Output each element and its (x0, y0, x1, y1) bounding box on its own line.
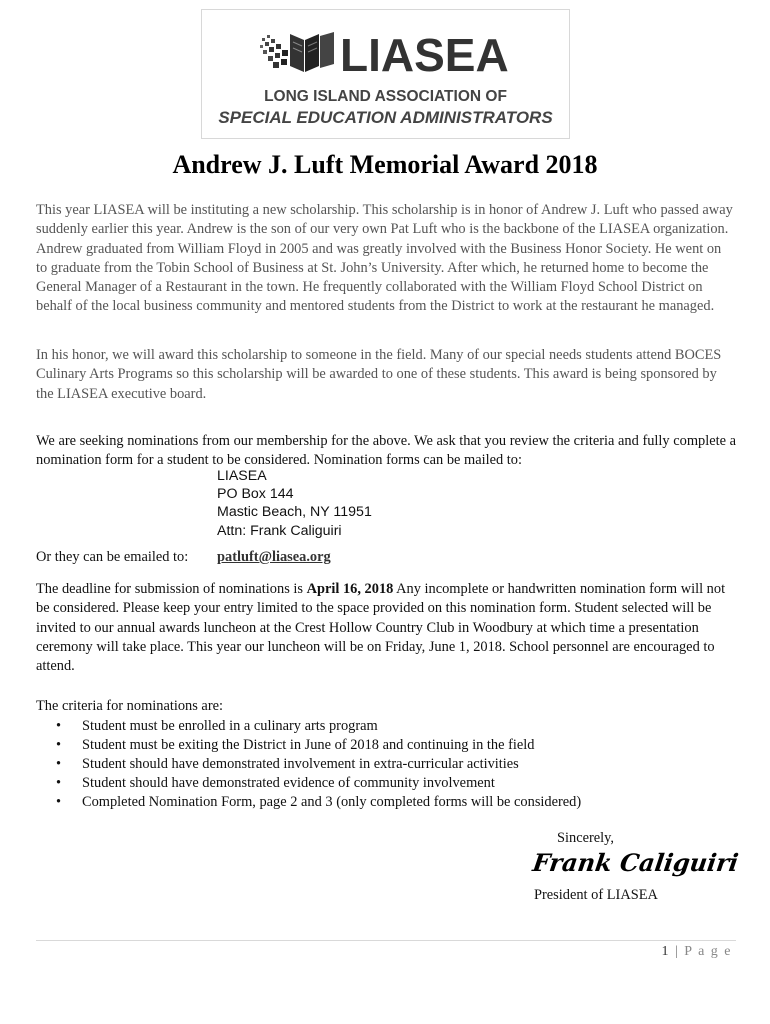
criteria-item: • Student should have demonstrated involvement in extra-curricular activities (56, 755, 581, 774)
criteria-item: • Student should have demonstrated evidence of community involvement (56, 774, 581, 793)
page-footer (661, 944, 732, 960)
logo-subtitle-line2: SPECIAL EDUCATION ADMINISTRATORS (218, 108, 553, 127)
deadline-date: April 16, 2018 (306, 581, 394, 597)
logo-wordmark: LIASEA (340, 29, 509, 81)
address-line: PO Box 144 (217, 486, 294, 503)
deadline-text-before: The deadline for submission of nominations is (36, 581, 307, 597)
signature: Frank Caliguiri (530, 848, 741, 877)
page-label: P a g e (684, 944, 732, 959)
intro-paragraph: This year LIASEA will be instituting a new scholarship. This scholarship is in honor of Andrew J. Luft who passed away suddenly earlier this year. Andrew is the son of our very own Pat Luft who is the backbone of the LIASEA organization. Andrew graduated from William Floyd in 2005 and was greatly involved with the Business Honor Society. He went on to graduate from the Tobin School of Business at St. John’s University. After which, he returned home to become the General Manager of a Restaurant in the town. He frequently collaborated with the William Floyd School District on behalf of the local business community and mentored students from the District to work at the restaurant he managed. (36, 202, 733, 315)
page-title: Andrew J. Luft Memorial Award 2018 (172, 150, 598, 179)
page-separator: | (674, 944, 680, 959)
liasea-logo (201, 9, 570, 139)
criteria-item: • Student must be enrolled in a culinary arts program (56, 717, 581, 736)
criteria-list (56, 717, 581, 812)
email-row (36, 549, 331, 566)
address-line: Mastic Beach, NY 11951 (217, 504, 372, 521)
page-number: 1 (661, 944, 670, 959)
closing-salutation: Sincerely, (557, 830, 615, 846)
email-label: Or they can be emailed to: (36, 549, 189, 565)
criteria-item: • Student must be exiting the District in June of 2018 and continuing in the field (56, 736, 581, 755)
criteria-heading: The criteria for nominations are: (36, 698, 224, 714)
honor-paragraph: In his honor, we will award this scholarship to someone in the field. Many of our special needs students attend BOCES Culinary Arts Programs so this scholarship will be awarded to one of these students. This award is being sponsored by the LIASEA executive board. (36, 347, 722, 402)
signer-role: President of LIASEA (534, 887, 658, 903)
books-logo-icon (258, 28, 338, 76)
address-line: LIASEA (217, 468, 267, 484)
address-line: Attn: Frank Caliguiri (217, 522, 342, 539)
deadline-text-after: Any incomplete or handwritten nomination form will not be considered. Please keep your entry limited to the space provided on this nomination form. Student selected will be invited to our annual awards luncheon at the Crest Hollow Country Club in Woodbury at which time a presentation ceremony will take place. This year our luncheon will be on Friday, June 1, 2018. School personnel are encouraged to attend. (36, 581, 726, 675)
footer-divider (36, 940, 736, 941)
deadline-paragraph (36, 580, 736, 676)
criteria-item: • Completed Nomination Form, page 2 and 3 (only completed forms will be considered) (56, 793, 581, 812)
logo-subtitle-line1: LONG ISLAND ASSOCIATION OF (264, 88, 507, 105)
mailing-address (217, 467, 372, 540)
email-link[interactable]: patluft@liasea.org (217, 549, 331, 565)
nominations-paragraph: We are seeking nominations from our membership for the above. We ask that you review the criteria and fully complete a nomination form for a student to be considered. Nomination forms can be mailed to: (36, 433, 736, 469)
